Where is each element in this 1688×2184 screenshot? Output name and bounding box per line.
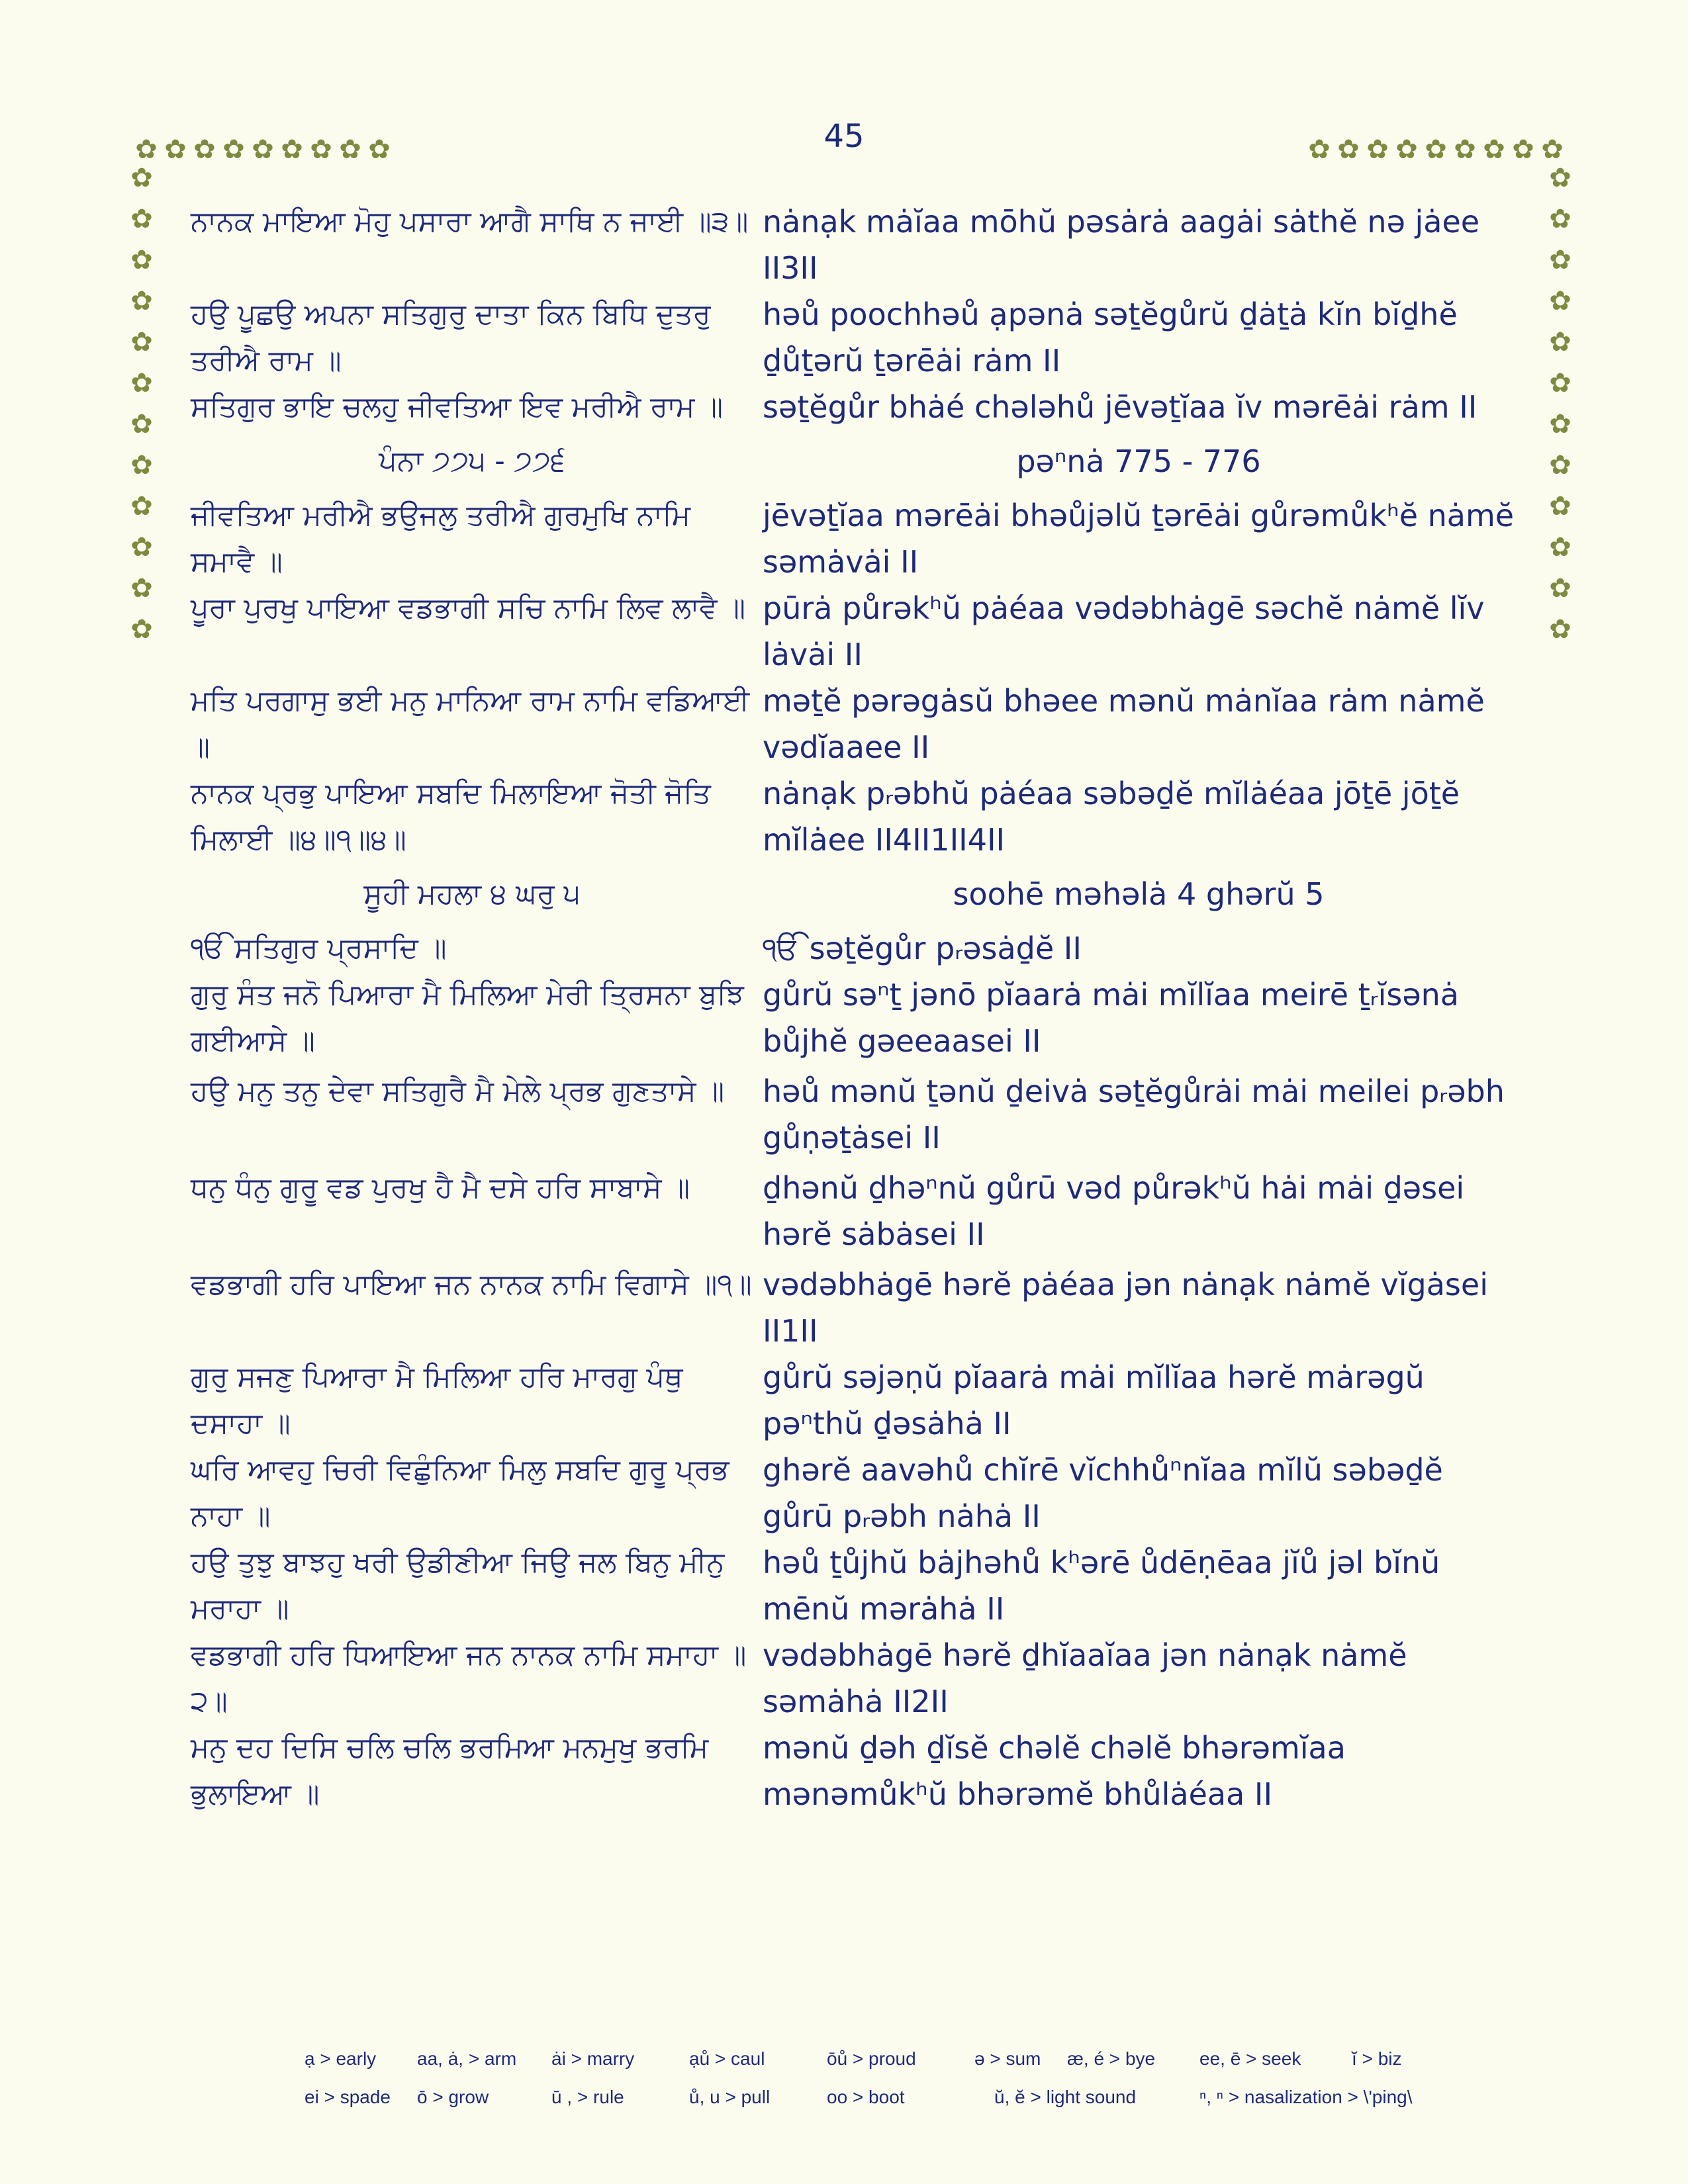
verse-row (191, 678, 1515, 770)
legend-item: ĭ > biz (1352, 2048, 1402, 2069)
legend-item: ei > spade (305, 2087, 391, 2107)
flower-icon: ✿ (1549, 204, 1571, 234)
transliteration-text: həů poochhəů ạpənȧ səṯĕgůrŭ ḏȧṯȧ kĭn bĭḏhĕ ḏůṯərŭ ṯərēȧi rȧm II (763, 296, 1458, 379)
verse-row (191, 1068, 1515, 1161)
transliteration-text: vədəbhȧgē hərĕ pȧéaa jən nȧnạk nȧmĕ vĭgȧsei II1II (763, 1267, 1488, 1349)
transliteration-text: pūrȧ půrəkʰŭ pȧéaa vədəbhȧgē səchĕ nȧmĕ lĭv lȧvȧi II (763, 590, 1485, 672)
transliteration-text: nȧnạk pᵣəbhŭ pȧéaa səbəḏĕ mĭlȧéaa jōṯē jōṯĕ mĭlȧee II4II1II4II (763, 776, 1460, 858)
flower-icon: ✿ (1549, 573, 1571, 604)
gurmukhi-text: ਨਾਨਕ ਮਾਇਆ ਮੋਹੁ ਪਸਾਰਾ ਆਗੈ ਸਾਥਿ ਨ ਜਾਈ ॥੩॥ (191, 205, 749, 238)
transliteration-text: mənŭ ḏəh ḏĭsĕ chəlĕ chəlĕ bhərəmĭaa mənəmůkʰŭ bhərəmĕ bhůlȧéaa II (763, 1730, 1346, 1812)
flower-icon: ✿ (1549, 245, 1571, 275)
flower-icon: ✿ (339, 134, 361, 165)
flower-icon: ✿ (1395, 134, 1418, 165)
gurmukhi-text: ਘਰਿ ਆਵਹੁ ਚਿਰੀ ਵਿਛੁੰਨਿਆ ਮਿਲੁ ਸਬਦਿ ਗੁਰੂ ਪ੍ਰਭ ਨਾਹਾ ॥ (191, 1453, 729, 1533)
transliteration-text: səṯĕgůr bhȧé chələhů jēvəṯĭaa ĭv mərēȧi rȧm II (763, 389, 1477, 425)
gurmukhi-text: ਗੁਰੁ ਸਜਣੁ ਪਿਆਰਾ ਮੈ ਮਿਲਿਆ ਹਰਿ ਮਾਰਗੁ ਪੰਥੁ ਦਸਾਹਾ ॥ (191, 1361, 683, 1440)
legend-item: ạů > caul (689, 2048, 765, 2069)
gurmukhi-text: ਧਨੁ ਧੰਨੁ ਗੁਰੂ ਵਡ ਪੁਰਖੁ ਹੈ ਮੈ ਦਸੇ ਹਰਿ ਸਾਬਾਸੇ ॥ (191, 1171, 690, 1205)
page-number: 45 (823, 118, 865, 155)
flower-icon: ✿ (1425, 134, 1447, 165)
verse-row (191, 1165, 1515, 1257)
verse-row (191, 384, 1515, 430)
flower-icon: ✿ (135, 134, 158, 165)
flower-icon: ✿ (130, 327, 153, 357)
gurmukhi-text: ਨਾਨਕ ਪ੍ਰਭੁ ਪਾਇਆ ਸਬਦਿ ਮਿਲਾਇਆ ਜੋਤੀ ਜੋਤਿ ਮਿਲਾਈ ॥੪॥੧॥੪॥ (191, 777, 711, 856)
transliteration-text: jēvəṯĭaa mərēȧi bhəůjəlŭ ṯərēȧi gůrəmůkʰĕ nȧmĕ səmȧvȧi II (763, 498, 1515, 580)
transliteration-heading: soohē məhəlȧ 4 ghərŭ 5 (953, 876, 1325, 912)
mool-mantar-row (191, 925, 1515, 972)
legend-item: ū , > rule (551, 2087, 624, 2107)
legend-item: æ, é > bye (1067, 2048, 1156, 2069)
transliteration-text: həů mənŭ ṯənŭ ḏeivȧ səṯĕgůrȧi mȧi meilei pᵣəbh gůṇəṯȧsei II (763, 1073, 1505, 1156)
flower-icon: ✿ (1541, 134, 1564, 165)
flower-icon: ✿ (1337, 134, 1360, 165)
legend-item: ee, ē > seek (1199, 2048, 1301, 2069)
verse-row (191, 1261, 1515, 1354)
flower-icon: ✿ (222, 134, 245, 165)
transliteration-text: gůrŭ səⁿṯ jənō pĭaarȧ mȧi mĭlĭaa meirē ṯᵣĭsənȧ bůjhĕ gəeeaasei II (763, 977, 1459, 1059)
flower-icon: ✿ (1549, 163, 1571, 193)
transliteration-text: ghərĕ aavəhů chĭrē vĭchhůⁿnĭaa mĭlŭ səbəḏĕ gůrū pᵣəbh nȧhȧ II (763, 1452, 1443, 1534)
verse-row (191, 492, 1515, 585)
transliteration-text: ḏhənŭ ḏhəⁿnŭ gůrū vəd půrəkʰŭ hȧi mȧi ḏəsei hərĕ sȧbȧsei II (763, 1170, 1465, 1252)
flower-icon: ✿ (130, 614, 153, 645)
legend-item: ōů > proud (827, 2048, 916, 2069)
flower-icon: ✿ (1549, 532, 1571, 563)
ornament-border-top-left (132, 136, 393, 165)
transliteration-text: vədəbhȧgē hərĕ ḏhĭaaĭaa jən nȧnạk nȧmĕ səmȧhȧ II2II (763, 1637, 1407, 1719)
verse-table (191, 199, 1515, 1817)
gurmukhi-text: ਮਨੁ ਦਹ ਦਿਸਿ ਚਲਿ ਚਲਿ ਭਰਮਿਆ ਮਨਮੁਖੁ ਭਰਮਿ ਭੁਲਾਇਆ ॥ (191, 1731, 709, 1811)
gurmukhi-text: ਵਡਭਾਗੀ ਹਰਿ ਪਾਇਆ ਜਨ ਨਾਨਕ ਨਾਮਿ ਵਿਗਾਸੇ ॥੧॥ (191, 1268, 752, 1301)
gurmukhi-text: ਹਉ ਤੁਝੁ ਬਾਝਹੁ ਖਰੀ ਉਡੀਣੀਆ ਜਿਉ ਜਲ ਬਿਨੁ ਮੀਨੁ ਮਰਾਹਾ ॥ (191, 1546, 725, 1625)
verse-row (191, 1539, 1515, 1632)
gurmukhi-heading: ਪੰਨਾ ੭੭੫ - ੭੭੬ (379, 445, 565, 478)
verse-row (191, 585, 1515, 678)
flower-icon: ✿ (310, 134, 332, 165)
transliteration-text: məṯĕ pərəgȧsŭ bhəee mənŭ mȧnĭaa rȧm nȧmĕ vədĭaaee II (763, 683, 1485, 765)
flower-icon: ✿ (130, 409, 153, 439)
flower-icon: ✿ (130, 163, 153, 193)
legend-row (305, 2078, 1496, 2116)
flower-icon: ✿ (368, 134, 391, 165)
legend-row (305, 2040, 1496, 2078)
transliteration-text: ੴ səṯĕgůr pᵣəsȧḏĕ II (763, 931, 1082, 966)
gurmukhi-text: ਹਉ ਪੂਛਉ ਅਪਨਾ ਸਤਿਗੁਰੁ ਦਾਤਾ ਕਿਨ ਬਿਧਿ ਦੁਤਰੁ ਤਰੀਐ ਰਾਮ ॥ (191, 298, 711, 377)
legend-item: ō > grow (417, 2087, 489, 2107)
transliteration-text: nȧnạk mȧĭaa mōhŭ pəsȧrȧ aagȧi sȧthĕ nə jȧee II3II (763, 204, 1480, 286)
legend-item: aa, ȧ, > arm (417, 2048, 517, 2069)
ornament-border-right (1546, 164, 1574, 643)
transliteration-text: həů ṯůjhŭ bȧjhəhů kʰərē ůdēṇēaa jĭů jəl bĭnŭ mēnŭ mərȧhȧ II (763, 1545, 1440, 1627)
legend-item: ạ > early (305, 2048, 377, 2069)
gurmukhi-text: ਸਤਿਗੁਰ ਭਾਇ ਚਲਹੁ ਜੀਵਤਿਆ ਇਵ ਮਰੀਐ ਰਾਮ ॥ (191, 390, 724, 424)
ornament-border-left (128, 164, 156, 643)
verse-row (191, 1447, 1515, 1539)
flower-icon: ✿ (281, 134, 303, 165)
flower-icon: ✿ (130, 450, 153, 480)
flower-icon: ✿ (130, 204, 153, 234)
verse-row (191, 972, 1515, 1064)
flower-icon: ✿ (193, 134, 216, 165)
verse-row (191, 199, 1515, 291)
flower-icon: ✿ (1549, 409, 1571, 439)
gurmukhi-text: ਗੁਰੁ ਸੰਤ ਜਨੋ ਪਿਆਰਾ ਮੈ ਮਿਲਿਆ ਮੇਰੀ ਤ੍ਰਿਸਨਾ ਬੁਝਿ ਗਈਆਸੇ ॥ (191, 978, 744, 1058)
flower-icon: ✿ (130, 532, 153, 563)
gurmukhi-text: ੴ ਸਤਿਗੁਰ ਪ੍ਰਸਾਦਿ ॥ (191, 932, 447, 965)
verse-row (191, 1632, 1515, 1725)
transliteration-text: gůrŭ səjəṇŭ pĭaarȧ mȧi mĭlĭaa hərĕ mȧrəgŭ pəⁿthŭ ḏəsȧhȧ II (763, 1359, 1425, 1441)
gurmukhi-text: ਜੀਵਤਿਆ ਮਰੀਐ ਭਉਜਲੁ ਤਰੀਐ ਗੁਰਮੁਖਿ ਨਾਮਿ ਸਮਾਵੈ ॥ (191, 499, 691, 578)
legend-item: ů, u > pull (689, 2087, 771, 2107)
page-reference-heading (191, 430, 1515, 492)
flower-icon: ✿ (130, 491, 153, 522)
flower-icon: ✿ (1366, 134, 1389, 165)
gurmukhi-text: ਮਤਿ ਪਰਗਾਸੁ ਭਈ ਮਨੁ ਮਾਨਿਆ ਰਾਮ ਨਾਮਿ ਵਡਿਆਈ ॥ (191, 684, 750, 764)
flower-icon: ✿ (252, 134, 274, 165)
legend-item: oo > boot (827, 2087, 905, 2107)
section-heading (191, 863, 1515, 925)
flower-icon: ✿ (1549, 491, 1571, 522)
flower-icon: ✿ (1308, 134, 1331, 165)
flower-icon: ✿ (130, 368, 153, 398)
flower-icon: ✿ (1483, 134, 1505, 165)
flower-icon: ✿ (164, 134, 187, 165)
transliteration-heading: pəⁿnȧ 775 - 776 (1016, 443, 1261, 479)
legend-item: ŭ, ĕ > light sound (994, 2087, 1137, 2107)
ornament-border-top-right (1305, 136, 1566, 165)
flower-icon: ✿ (1549, 450, 1571, 480)
flower-icon: ✿ (130, 245, 153, 275)
gurmukhi-heading: ਸੂਹੀ ਮਹਲਾ ੪ ਘਰੁ ੫ (363, 878, 581, 911)
flower-icon: ✿ (130, 286, 153, 316)
flower-icon: ✿ (1549, 286, 1571, 316)
flower-icon: ✿ (1549, 327, 1571, 357)
verse-row (191, 1354, 1515, 1447)
flower-icon: ✿ (1512, 134, 1534, 165)
legend-item: ȧi > marry (551, 2048, 635, 2069)
legend-item: ⁿ, ⁿ > nasalization > \'ping\ (1199, 2087, 1413, 2107)
flower-icon: ✿ (130, 573, 153, 604)
verse-row (191, 1725, 1515, 1817)
legend-item: ə > sum (974, 2048, 1041, 2069)
flower-icon: ✿ (1454, 134, 1476, 165)
verse-row (191, 291, 1515, 384)
gurmukhi-text: ਪੂਰਾ ਪੁਰਖੁ ਪਾਇਆ ਵਡਭਾਗੀ ਸਚਿ ਨਾਮਿ ਲਿਵ ਲਾਵੈ ॥ (191, 592, 746, 625)
verse-row (191, 770, 1515, 863)
flower-icon: ✿ (1549, 368, 1571, 398)
gurmukhi-text: ਹਉ ਮਨੁ ਤਨੁ ਦੇਵਾ ਸਤਿਗੁਰੈ ਮੈ ਮੇਲੇ ਪ੍ਰਭ ਗੁਣਤਾਸੇ ॥ (191, 1075, 725, 1108)
gurmukhi-text: ਵਡਭਾਗੀ ਹਰਿ ਧਿਆਇਆ ਜਨ ਨਾਨਕ ਨਾਮਿ ਸਮਾਹਾ ॥੨॥ (191, 1639, 747, 1718)
flower-icon: ✿ (1549, 614, 1571, 645)
pronunciation-legend (305, 2040, 1496, 2116)
